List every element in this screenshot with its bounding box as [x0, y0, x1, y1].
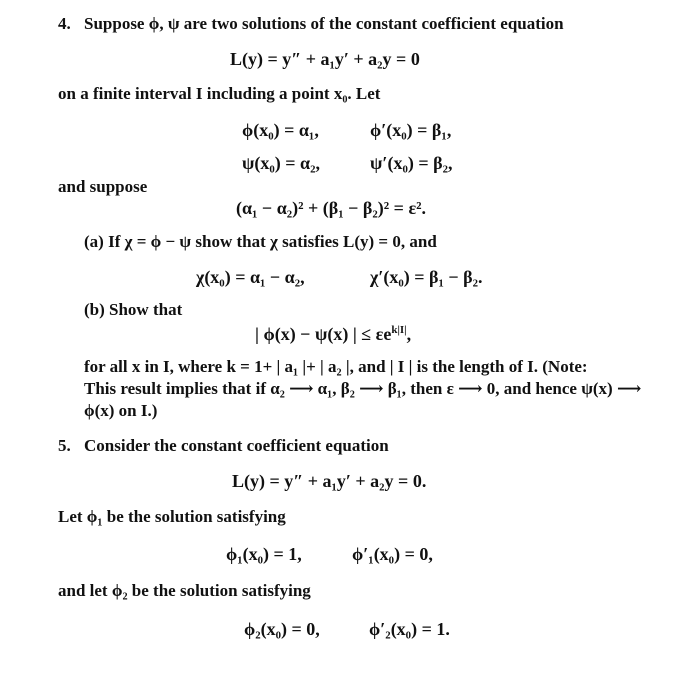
init-phi-prime: ϕ′(x₀) = β₁,: [370, 120, 452, 140]
chi-init: χ(x₀) = α₁ − α₂,: [196, 267, 305, 287]
equation-epsilon: (α₁ − α₂)² + (β₁ − β₂)² = ε².: [236, 198, 427, 218]
inequality-tail: ,: [406, 324, 412, 344]
phi1-init: ϕ₁(x₀) = 1,: [226, 544, 302, 564]
note-line-3: ϕ(x) on I.): [84, 401, 158, 420]
init-phi: ϕ(x₀) = α₁,: [242, 120, 319, 140]
let-phi2: and let ϕ₂ be the solution satisfying: [58, 581, 311, 600]
phi2-prime-init: ϕ′₂(x₀) = 1.: [369, 619, 450, 639]
part-a: (a) If χ = ϕ − ψ show that χ satisfies L(y) = 0, and: [84, 232, 437, 251]
note-line-2: This result implies that if α₂ ⟶ α₁, β₂ ⟶ β₁, then ε ⟶ 0, and hence ψ(x) ⟶: [84, 379, 642, 398]
interval-statement: on a finite interval I including a point x₀. Let: [58, 84, 381, 103]
and-suppose: and suppose: [58, 177, 148, 196]
note-line-1: for all x in I, where k = 1+ | a₁ |+ | a₂ |, and | I | is the length of I. (Note:: [84, 357, 588, 376]
problem-4-number: 4.: [58, 14, 71, 33]
problem-4-intro: Suppose ϕ, ψ are two solutions of the constant coefficient equation: [84, 14, 564, 33]
let-phi1: Let ϕ₁ be the solution satisfying: [58, 507, 286, 526]
init-psi-prime: ψ′(x₀) = β₂,: [370, 153, 453, 173]
problem-5-intro: Consider the constant coefficient equation: [84, 436, 389, 455]
phi2-init: ϕ₂(x₀) = 0,: [244, 619, 320, 639]
chi-prime-init: χ′(x₀) = β₁ − β₂.: [370, 267, 483, 287]
inequality-exponent: k|I|: [391, 324, 407, 336]
problem-5-number: 5.: [58, 436, 71, 455]
init-psi: ψ(x₀) = α₂,: [242, 153, 320, 173]
equation-L-2: L(y) = y″ + a₁y′ + a₂y = 0.: [232, 471, 427, 491]
equation-L: L(y) = y″ + a₁y′ + a₂y = 0: [230, 49, 420, 69]
part-b: (b) Show that: [84, 300, 183, 319]
phi1-prime-init: ϕ′₁(x₀) = 0,: [352, 544, 433, 564]
inequality-base: | ϕ(x) − ψ(x) | ≤ εe: [255, 324, 392, 344]
inequality: [255, 319, 411, 345]
